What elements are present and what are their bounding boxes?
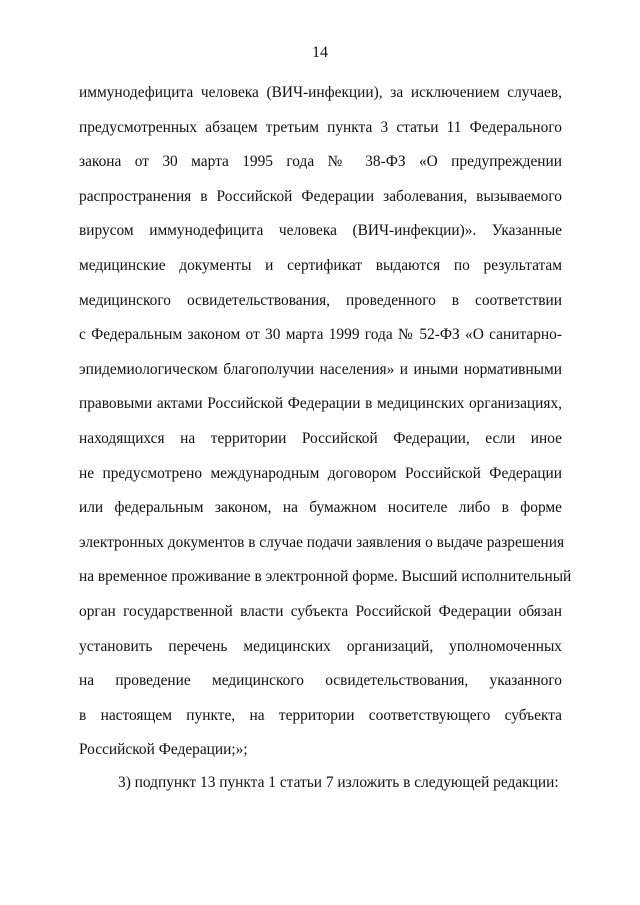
text-line: электронных документов в случае подачи заявления о выдаче разрешения	[79, 533, 565, 551]
text-line: вирусом иммунодефицита человека (ВИЧ-инфекции)». Указанные	[79, 222, 562, 240]
text-line: Российской Федерации;»;	[79, 741, 248, 759]
text-line: закона от 30 марта 1995 года № 38-ФЗ «О предупреждении	[79, 153, 562, 171]
text-line: не предусмотрено международным договором Российской Федерации	[79, 464, 562, 482]
list-item-3: 3) подпункт 13 пункта 1 статьи 7 изложить в следующей редакции:	[118, 774, 559, 791]
text-line: на временное проживание в электронной форме. Высший исполнительный	[79, 568, 572, 586]
text-line: на проведение медицинского освидетельствования, указанного	[79, 672, 562, 690]
text-line: медицинского освидетельствования, проведенного в соответствии	[79, 291, 562, 309]
text-line: находящихся на территории Российской Федерации, если иное	[79, 429, 562, 447]
text-line: эпидемиологическом благополучии населения» и иными нормативными	[79, 360, 562, 378]
text-line: или федеральным законом, на бумажном носителе либо в форме	[79, 499, 562, 517]
text-line: медицинские документы и сертификат выдаются по результатам	[79, 256, 562, 274]
text-line: установить перечень медицинских организаций, уполномоченных	[79, 637, 562, 655]
text-line: в настоящем пункте, на территории соответствующего субъекта	[79, 706, 562, 724]
text-line: иммунодефицита человека (ВИЧ-инфекции), за исключением случаев,	[79, 84, 562, 101]
text-line: с Федеральным законом от 30 марта 1999 года № 52-ФЗ «О санитарно-	[79, 326, 562, 344]
page-number: 14	[312, 44, 328, 61]
text-line: распространения в Российской Федерации заболевания, вызываемого	[79, 187, 562, 205]
text-line: предусмотренных абзацем третьим пункта 3 статьи 11 Федерального	[79, 118, 562, 136]
text-line: правовыми актами Российской Федерации в медицинских организациях,	[79, 395, 562, 413]
text-line: орган государственной власти субъекта Российской Федерации обязан	[79, 602, 562, 620]
body-paragraph	[79, 76, 572, 768]
